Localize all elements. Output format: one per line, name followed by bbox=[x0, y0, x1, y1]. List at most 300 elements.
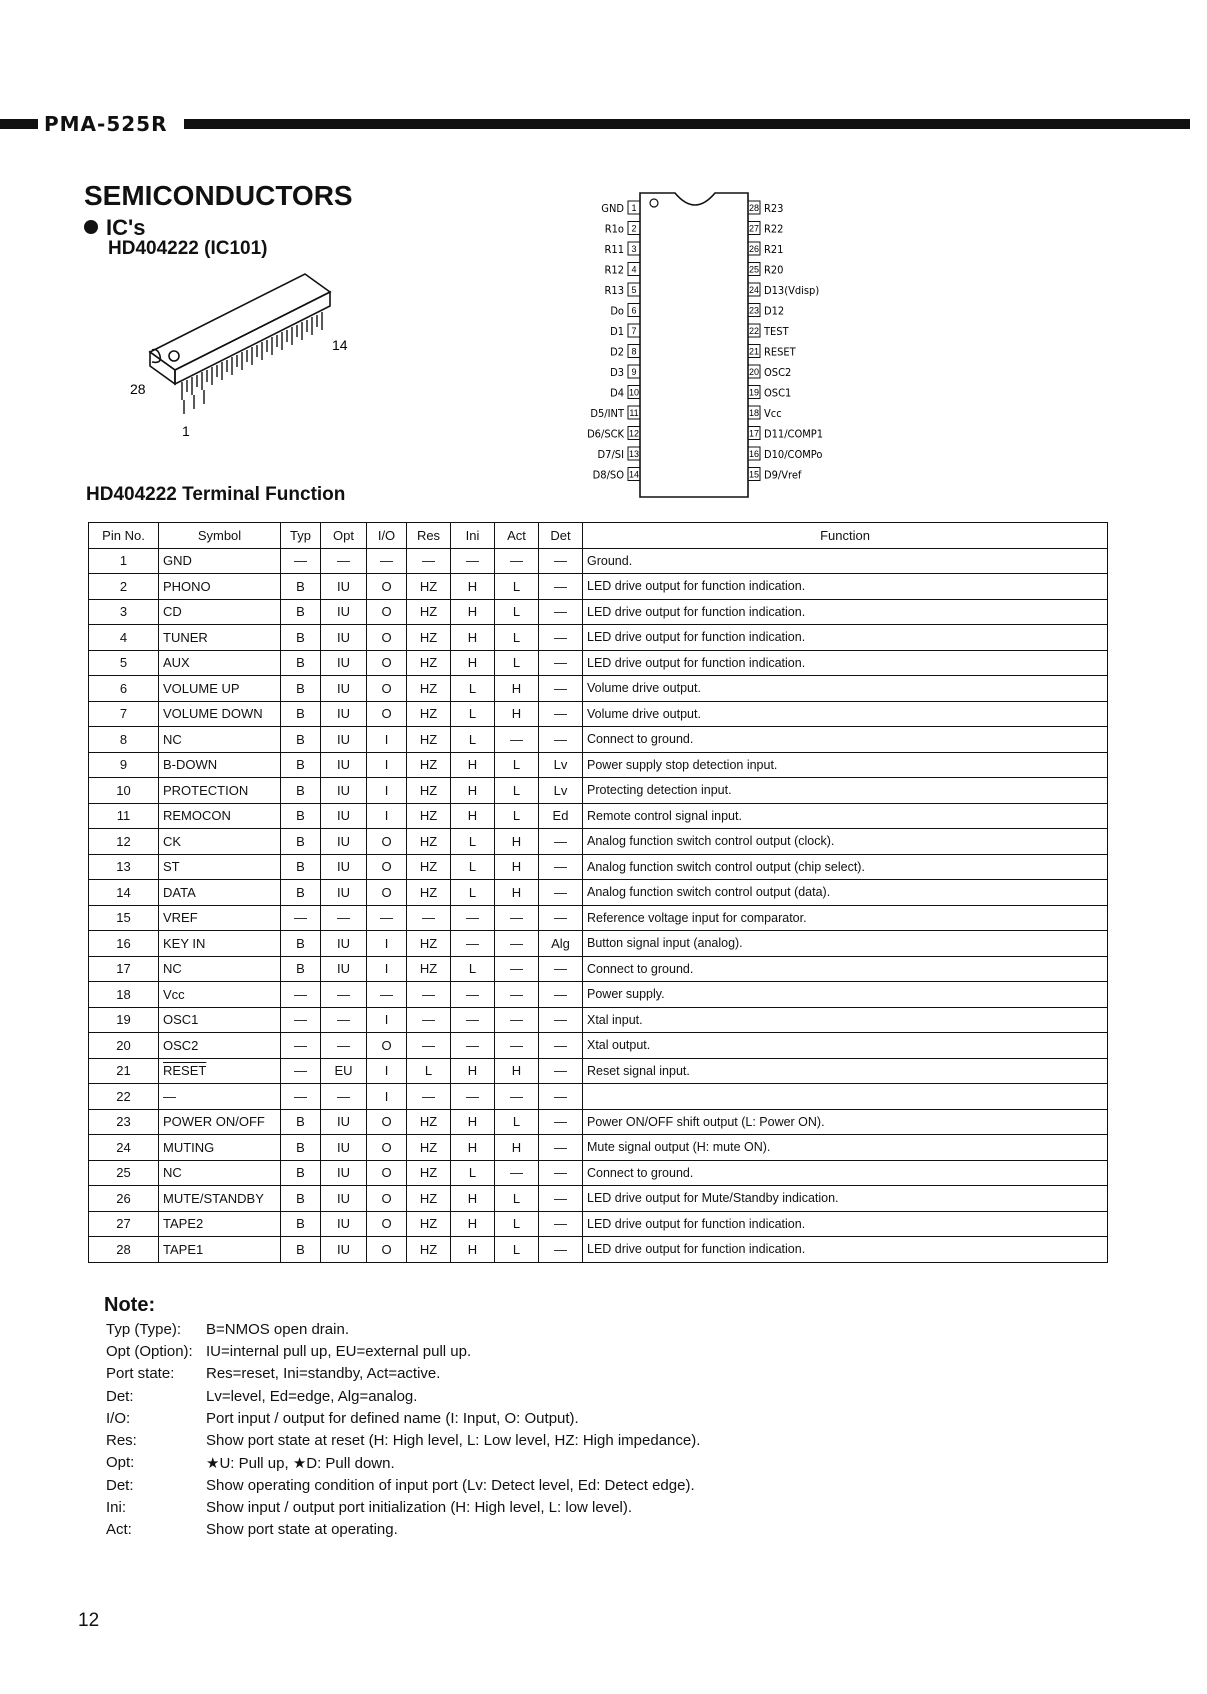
pin-label: Do bbox=[610, 304, 624, 318]
column-header: Symbol bbox=[159, 523, 281, 549]
note-value: Show port state at operating. bbox=[206, 1521, 398, 1539]
table-cell: O bbox=[367, 1109, 407, 1135]
table-cell: PROTECTION bbox=[159, 778, 281, 804]
pin-number: 4 bbox=[631, 264, 637, 275]
note-item bbox=[106, 1363, 700, 1385]
ic-package-drawing bbox=[130, 272, 390, 472]
table-cell: L bbox=[495, 778, 539, 804]
pin-label: D6/SCK bbox=[587, 427, 624, 441]
note-key: Opt: bbox=[106, 1454, 135, 1472]
pin14-label: 14 bbox=[332, 337, 348, 353]
table-cell: IU bbox=[321, 650, 367, 676]
table-cell: I bbox=[367, 727, 407, 753]
table-cell: Analog function switch control output (data). bbox=[583, 880, 1108, 906]
table-cell: H bbox=[495, 676, 539, 702]
table-cell: B bbox=[281, 727, 321, 753]
table-cell: KEY IN bbox=[159, 931, 281, 957]
table-cell: AUX bbox=[159, 650, 281, 676]
table-cell: MUTE/STANDBY bbox=[159, 1186, 281, 1212]
note-key: I/O: bbox=[106, 1409, 131, 1427]
table-cell: — bbox=[281, 982, 321, 1008]
table-cell: B bbox=[281, 599, 321, 625]
note-item bbox=[106, 1452, 700, 1474]
table-cell: Power ON/OFF shift output (L: Power ON). bbox=[583, 1109, 1108, 1135]
header-rule-left bbox=[0, 119, 38, 129]
pin-label: GND bbox=[601, 202, 624, 215]
table-cell: — bbox=[539, 1135, 583, 1161]
table-cell: H bbox=[495, 854, 539, 880]
note-item bbox=[106, 1474, 700, 1496]
table-cell: L bbox=[495, 1186, 539, 1212]
table-cell: — bbox=[495, 727, 539, 753]
pin-number: 2 bbox=[631, 223, 637, 234]
table-cell: — bbox=[539, 1237, 583, 1263]
table-cell: IU bbox=[321, 1186, 367, 1212]
table-cell: Analog function switch control output (chip select). bbox=[583, 854, 1108, 880]
table-cell: Lv bbox=[539, 778, 583, 804]
table-cell: HZ bbox=[407, 727, 451, 753]
table-cell: O bbox=[367, 1160, 407, 1186]
pin-number: 12 bbox=[628, 428, 640, 439]
table-row bbox=[89, 625, 1108, 651]
table-cell: — bbox=[539, 1007, 583, 1033]
pin-label: R1o bbox=[604, 222, 624, 236]
table-cell: CD bbox=[159, 599, 281, 625]
table-cell: HZ bbox=[407, 1186, 451, 1212]
table-row bbox=[89, 676, 1108, 702]
pin-number: 26 bbox=[748, 244, 760, 254]
table-row bbox=[89, 956, 1108, 982]
table-cell: — bbox=[539, 1084, 583, 1110]
table-cell: TUNER bbox=[159, 625, 281, 651]
table-cell: IU bbox=[321, 956, 367, 982]
table-cell: IU bbox=[321, 854, 367, 880]
table-cell: H bbox=[451, 1058, 495, 1084]
note-value: Res=reset, Ini=standby, Act=active. bbox=[206, 1365, 441, 1383]
table-cell: H bbox=[495, 880, 539, 906]
table-cell: 4 bbox=[89, 625, 159, 651]
table-cell: — bbox=[539, 1033, 583, 1059]
note-value: Lv=level, Ed=edge, Alg=analog. bbox=[206, 1387, 418, 1405]
pin-number: 5 bbox=[631, 285, 637, 295]
table-cell: I bbox=[367, 1007, 407, 1033]
table-cell: 25 bbox=[89, 1160, 159, 1186]
table-cell: Power supply. bbox=[583, 982, 1108, 1008]
table-cell: L bbox=[451, 1160, 495, 1186]
table-cell: — bbox=[321, 548, 367, 574]
table-cell: — bbox=[451, 1084, 495, 1110]
table-cell: 16 bbox=[89, 931, 159, 957]
table-cell: 10 bbox=[89, 778, 159, 804]
page-number: 12 bbox=[78, 1610, 100, 1631]
table-cell: O bbox=[367, 650, 407, 676]
table-cell: L bbox=[451, 676, 495, 702]
table-title: HD404222 Terminal Function bbox=[86, 484, 346, 505]
table-cell: LED drive output for function indication. bbox=[583, 574, 1108, 600]
table-cell: H bbox=[451, 752, 495, 778]
table-cell: O bbox=[367, 854, 407, 880]
model-name: PMA-525R bbox=[44, 112, 168, 136]
pin-label: D8/SO bbox=[592, 468, 624, 482]
pin-number: 9 bbox=[631, 367, 637, 377]
table-cell: — bbox=[495, 1007, 539, 1033]
table-cell: B bbox=[281, 778, 321, 804]
pin-number: 6 bbox=[631, 305, 637, 316]
table-cell: — bbox=[539, 1109, 583, 1135]
table-cell: Analog function switch control output (clock). bbox=[583, 829, 1108, 855]
table-cell: — bbox=[539, 982, 583, 1008]
table-row bbox=[89, 931, 1108, 957]
table-row bbox=[89, 1033, 1108, 1059]
table-cell: — bbox=[159, 1084, 281, 1110]
chip-end-face bbox=[150, 352, 175, 384]
table-cell: I bbox=[367, 1058, 407, 1084]
table-cell: — bbox=[495, 982, 539, 1008]
table-cell: I bbox=[367, 778, 407, 804]
table-cell: HZ bbox=[407, 1211, 451, 1237]
table-cell: POWER ON/OFF bbox=[159, 1109, 281, 1135]
table-cell: B bbox=[281, 625, 321, 651]
pin-number: 15 bbox=[748, 469, 760, 480]
table-cell: H bbox=[451, 1109, 495, 1135]
bullet-icon bbox=[84, 220, 98, 234]
table-cell: O bbox=[367, 1033, 407, 1059]
pin-label: D7/SI bbox=[597, 448, 624, 461]
table-cell: O bbox=[367, 829, 407, 855]
table-cell: — bbox=[321, 905, 367, 931]
pin-label: D1 bbox=[610, 325, 624, 338]
table-cell: — bbox=[321, 1007, 367, 1033]
table-cell: PHONO bbox=[159, 574, 281, 600]
table-cell: 11 bbox=[89, 803, 159, 829]
table-cell: Protecting detection input. bbox=[583, 778, 1108, 804]
table-cell: OSC1 bbox=[159, 1007, 281, 1033]
table-cell: B bbox=[281, 880, 321, 906]
table-cell: IU bbox=[321, 727, 367, 753]
pin-number: 10 bbox=[628, 387, 640, 398]
table-row bbox=[89, 650, 1108, 676]
table-cell: — bbox=[539, 956, 583, 982]
table-cell: 2 bbox=[89, 574, 159, 600]
table-cell: — bbox=[495, 1084, 539, 1110]
table-cell: 1 bbox=[89, 548, 159, 574]
table-cell: H bbox=[495, 1058, 539, 1084]
table-cell: H bbox=[451, 1211, 495, 1237]
table-cell: B bbox=[281, 1160, 321, 1186]
table-cell: — bbox=[321, 1084, 367, 1110]
table-cell: H bbox=[451, 599, 495, 625]
pin-label: Vcc bbox=[764, 407, 782, 420]
table-cell: — bbox=[539, 1058, 583, 1084]
table-cell: L bbox=[495, 803, 539, 829]
table-cell: L bbox=[495, 752, 539, 778]
table-cell: — bbox=[321, 982, 367, 1008]
table-cell: — bbox=[539, 548, 583, 574]
table-cell: H bbox=[451, 803, 495, 829]
table-cell: 21 bbox=[89, 1058, 159, 1084]
table-cell: IU bbox=[321, 752, 367, 778]
pinout-body bbox=[640, 193, 748, 497]
table-cell: B bbox=[281, 1186, 321, 1212]
table-cell: O bbox=[367, 701, 407, 727]
note-item bbox=[106, 1340, 700, 1362]
table-cell: — bbox=[281, 1007, 321, 1033]
table-cell: VREF bbox=[159, 905, 281, 931]
table-cell: REMOCON bbox=[159, 803, 281, 829]
table-cell: O bbox=[367, 880, 407, 906]
table-cell: 12 bbox=[89, 829, 159, 855]
pin-number: 17 bbox=[748, 428, 760, 439]
table-cell: IU bbox=[321, 599, 367, 625]
ic-part-number: HD404222 (IC101) bbox=[108, 238, 268, 259]
table-cell: — bbox=[367, 548, 407, 574]
note-item bbox=[106, 1318, 700, 1340]
table-cell: H bbox=[451, 625, 495, 651]
column-header: Ini bbox=[451, 523, 495, 549]
table-cell: — bbox=[539, 574, 583, 600]
table-cell: 27 bbox=[89, 1211, 159, 1237]
table-cell: 18 bbox=[89, 982, 159, 1008]
table-cell: IU bbox=[321, 1211, 367, 1237]
table-cell: TAPE1 bbox=[159, 1237, 281, 1263]
table-cell: B bbox=[281, 1109, 321, 1135]
pin-label: D10/COMPo bbox=[764, 448, 823, 461]
table-cell: H bbox=[451, 1237, 495, 1263]
table-row bbox=[89, 803, 1108, 829]
table-cell: — bbox=[407, 1033, 451, 1059]
pin-label: D12 bbox=[764, 304, 785, 318]
table-cell: — bbox=[367, 982, 407, 1008]
column-header: Typ bbox=[281, 523, 321, 549]
table-cell: I bbox=[367, 931, 407, 957]
table-cell: HZ bbox=[407, 599, 451, 625]
ic-heading-text: IC's bbox=[106, 215, 146, 240]
notes-list bbox=[106, 1318, 700, 1541]
section-title: SEMICONDUCTORS bbox=[84, 180, 353, 211]
pin-number: 21 bbox=[748, 346, 760, 357]
pin-number: 11 bbox=[629, 408, 639, 418]
table-cell: — bbox=[451, 931, 495, 957]
table-row bbox=[89, 905, 1108, 931]
pin28-label: 28 bbox=[130, 381, 146, 397]
table-cell: — bbox=[281, 1058, 321, 1084]
table-row bbox=[89, 727, 1108, 753]
table-cell: 13 bbox=[89, 854, 159, 880]
table-cell: — bbox=[495, 905, 539, 931]
table-cell: RESET bbox=[159, 1058, 281, 1084]
table-row bbox=[89, 752, 1108, 778]
table-cell: Vcc bbox=[159, 982, 281, 1008]
table-cell: B bbox=[281, 1211, 321, 1237]
table-cell: L bbox=[495, 1109, 539, 1135]
table-cell: IU bbox=[321, 1237, 367, 1263]
table-cell: CK bbox=[159, 829, 281, 855]
table-cell: — bbox=[539, 1211, 583, 1237]
note-value: IU=internal pull up, EU=external pull up. bbox=[206, 1342, 472, 1360]
table-cell: — bbox=[451, 1007, 495, 1033]
table-header-row bbox=[89, 523, 1108, 549]
table-cell: — bbox=[281, 905, 321, 931]
pin-label: D11/COMP1 bbox=[764, 427, 824, 441]
table-cell: 9 bbox=[89, 752, 159, 778]
ic-pinout-diagram bbox=[560, 185, 880, 505]
table-cell: 23 bbox=[89, 1109, 159, 1135]
table-row bbox=[89, 829, 1108, 855]
table-cell: B bbox=[281, 829, 321, 855]
table-cell: — bbox=[407, 1084, 451, 1110]
page-header bbox=[0, 110, 1190, 138]
table-cell: 24 bbox=[89, 1135, 159, 1161]
chip-side-face bbox=[175, 292, 330, 384]
table-cell: IU bbox=[321, 1135, 367, 1161]
pin-number: 3 bbox=[631, 244, 637, 254]
table-cell: I bbox=[367, 1084, 407, 1110]
table-cell: Ground. bbox=[583, 548, 1108, 574]
table-cell: VOLUME UP bbox=[159, 676, 281, 702]
table-row bbox=[89, 982, 1108, 1008]
pin-number: 7 bbox=[631, 326, 637, 336]
table-cell: L bbox=[495, 650, 539, 676]
chip-top-face bbox=[150, 274, 330, 370]
table-cell: I bbox=[367, 956, 407, 982]
pin-number: 27 bbox=[748, 223, 760, 234]
table-cell: — bbox=[495, 956, 539, 982]
note-key: Act: bbox=[106, 1521, 132, 1539]
table-row bbox=[89, 1109, 1108, 1135]
table-cell: 20 bbox=[89, 1033, 159, 1059]
table-cell: L bbox=[495, 1237, 539, 1263]
note-value: B=NMOS open drain. bbox=[206, 1320, 349, 1338]
table-cell: L bbox=[451, 880, 495, 906]
pin-number: 25 bbox=[748, 264, 760, 275]
pin-label: R13 bbox=[604, 284, 624, 297]
table-cell: IU bbox=[321, 778, 367, 804]
table-row bbox=[89, 880, 1108, 906]
table-cell: H bbox=[495, 829, 539, 855]
table-cell: O bbox=[367, 1186, 407, 1212]
table-cell: HZ bbox=[407, 854, 451, 880]
table-cell: — bbox=[539, 599, 583, 625]
table-cell: 6 bbox=[89, 676, 159, 702]
column-header: Pin No. bbox=[89, 523, 159, 549]
table-cell: LED drive output for function indication. bbox=[583, 1211, 1108, 1237]
table-cell: Alg bbox=[539, 931, 583, 957]
table-cell: HZ bbox=[407, 956, 451, 982]
table-cell: NC bbox=[159, 727, 281, 753]
table-cell: O bbox=[367, 1135, 407, 1161]
table-cell: — bbox=[495, 931, 539, 957]
note-key: Opt (Option): bbox=[106, 1342, 193, 1360]
pin-number: 18 bbox=[748, 408, 760, 418]
table-cell: — bbox=[539, 650, 583, 676]
table-cell: Power supply stop detection input. bbox=[583, 752, 1108, 778]
table-cell: Lv bbox=[539, 752, 583, 778]
table-cell: — bbox=[539, 676, 583, 702]
table-cell: L bbox=[495, 1211, 539, 1237]
table-cell: Ed bbox=[539, 803, 583, 829]
pin-number: 13 bbox=[628, 449, 640, 459]
table-cell: B bbox=[281, 676, 321, 702]
table-cell: — bbox=[407, 982, 451, 1008]
table-cell: TAPE2 bbox=[159, 1211, 281, 1237]
pin1-dot bbox=[169, 351, 179, 361]
pin-number: 28 bbox=[748, 203, 760, 213]
table-cell: MUTING bbox=[159, 1135, 281, 1161]
table-cell: Xtal output. bbox=[583, 1033, 1108, 1059]
table-cell: Reset signal input. bbox=[583, 1058, 1108, 1084]
table-cell: L bbox=[451, 727, 495, 753]
note-key: Res: bbox=[106, 1432, 137, 1450]
table-cell: — bbox=[539, 1186, 583, 1212]
table-cell: HZ bbox=[407, 701, 451, 727]
table-cell: H bbox=[495, 1135, 539, 1161]
table-row bbox=[89, 1058, 1108, 1084]
note-key: Det: bbox=[106, 1476, 134, 1494]
table-cell: Connect to ground. bbox=[583, 727, 1108, 753]
note-key: Typ (Type): bbox=[106, 1320, 182, 1338]
table-cell: H bbox=[451, 574, 495, 600]
pin-number: 19 bbox=[748, 387, 760, 398]
table-cell: — bbox=[539, 854, 583, 880]
table-cell: B bbox=[281, 1237, 321, 1263]
table-cell bbox=[583, 1084, 1108, 1110]
table-cell: — bbox=[539, 829, 583, 855]
table-cell: 26 bbox=[89, 1186, 159, 1212]
table-cell: L bbox=[451, 854, 495, 880]
table-row bbox=[89, 1160, 1108, 1186]
pin-label: RESET bbox=[764, 345, 796, 359]
table-cell: 17 bbox=[89, 956, 159, 982]
table-cell: — bbox=[451, 548, 495, 574]
table-cell: IU bbox=[321, 574, 367, 600]
table-cell: 3 bbox=[89, 599, 159, 625]
table-cell: HZ bbox=[407, 676, 451, 702]
pinout-left-pins bbox=[587, 201, 640, 482]
table-cell: 8 bbox=[89, 727, 159, 753]
table-cell: IU bbox=[321, 829, 367, 855]
note-item bbox=[106, 1519, 700, 1541]
pin-number: 24 bbox=[748, 285, 760, 295]
table-cell: IU bbox=[321, 625, 367, 651]
table-row bbox=[89, 778, 1108, 804]
table-cell: Button signal input (analog). bbox=[583, 931, 1108, 957]
note-value: Show port state at reset (H: High level, L: Low level, HZ: High impedance). bbox=[206, 1432, 701, 1450]
table-cell: HZ bbox=[407, 650, 451, 676]
table-cell: 28 bbox=[89, 1237, 159, 1263]
table-cell: B bbox=[281, 931, 321, 957]
pin-number: 14 bbox=[628, 469, 640, 480]
table-row bbox=[89, 1084, 1108, 1110]
pin-label: OSC1 bbox=[764, 386, 792, 400]
table-cell: — bbox=[451, 982, 495, 1008]
terminal-function-table bbox=[88, 522, 1108, 1263]
note-item bbox=[106, 1407, 700, 1429]
table-cell: B bbox=[281, 701, 321, 727]
table-cell: — bbox=[539, 1160, 583, 1186]
table-cell: 19 bbox=[89, 1007, 159, 1033]
table-row bbox=[89, 1186, 1108, 1212]
table-cell: LED drive output for function indication. bbox=[583, 599, 1108, 625]
table-cell: HZ bbox=[407, 778, 451, 804]
pin-label: D13(Vdisp) bbox=[764, 284, 820, 297]
table-cell: — bbox=[281, 1084, 321, 1110]
table-cell: L bbox=[495, 599, 539, 625]
table-cell: NC bbox=[159, 956, 281, 982]
note-title: Note: bbox=[104, 1294, 156, 1316]
table-cell: VOLUME DOWN bbox=[159, 701, 281, 727]
table-cell: 15 bbox=[89, 905, 159, 931]
table-cell: ST bbox=[159, 854, 281, 880]
